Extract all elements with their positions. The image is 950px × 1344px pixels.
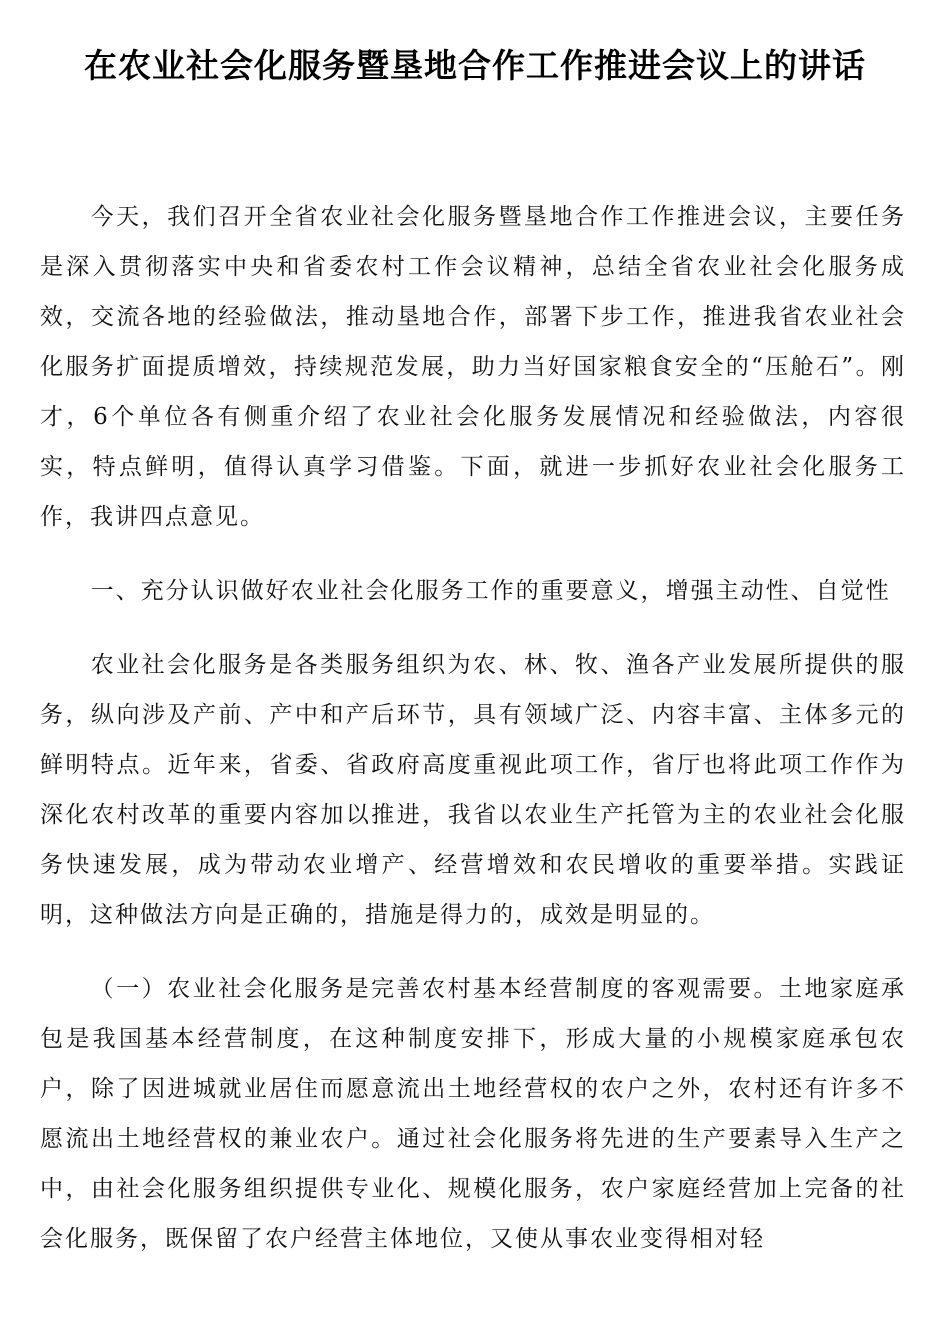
paragraph-intro: 今天，我们召开全省农业社会化服务暨垦地合作工作推进会议，主要任务是深入贯彻落实中央和省委农村工作会议精神，总结全省农业社会化服务成效，交流各地的经验做法，推动垦地合作，部署下步工作，推进我省农业社会化服务扩面提质增效，持续规范发展，助力当好国家粮食安全的“压舱石”。刚才，6个单位各有侧重介绍了农业社会化服务发展情况和经验做法，内容很实，特点鲜明，值得认真学习借鉴。下面，就进一步抓好农业社会化服务工作，我讲四点意见。 [40,204,906,530]
section-heading-one: 一、充分认识做好农业社会化服务工作的重要意义，增强主动性、自觉性 [90,578,891,604]
paragraph-subsection-one: （一）农业社会化服务是完善农村基本经营制度的客观需要。土地家庭承包是我国基本经营制度，在这种制度安排下，形成大量的小规模家庭承包农户，除了因进城就业居住而愿意流出土地经营权的农户之外，农村还有许多不愿流出土地经营权的兼业农户。通过社会化服务将先进的生产要素导入生产之中，由社会化服务组织提供专业化、规模化服务，农户家庭经营加上完备的社会化服务，既保留了农户经营主体地位，又使从事农业变得相对轻 [40,976,906,1252]
paragraph-section-one: 农业社会化服务是各类服务组织为农、林、牧、渔各产业发展所提供的服务，纵向涉及产前、产中和产后环节，具有领域广泛、内容丰富、主体多元的鲜明特点。近年来，省委、省政府高度重视此项工作，省厅也将此项工作作为深化农村改革的重要内容加以推进，我省以农业生产托管为主的农业社会化服务快速发展，成为带动农业增产、经营增效和农民增收的重要举措。实践证明，这种做法方向是正确的，措施是得力的，成效是明显的。 [40,652,906,928]
document-body [40,192,906,1288]
document-title: 在农业社会化服务暨垦地合作工作推进会议上的讲话 [84,46,866,85]
